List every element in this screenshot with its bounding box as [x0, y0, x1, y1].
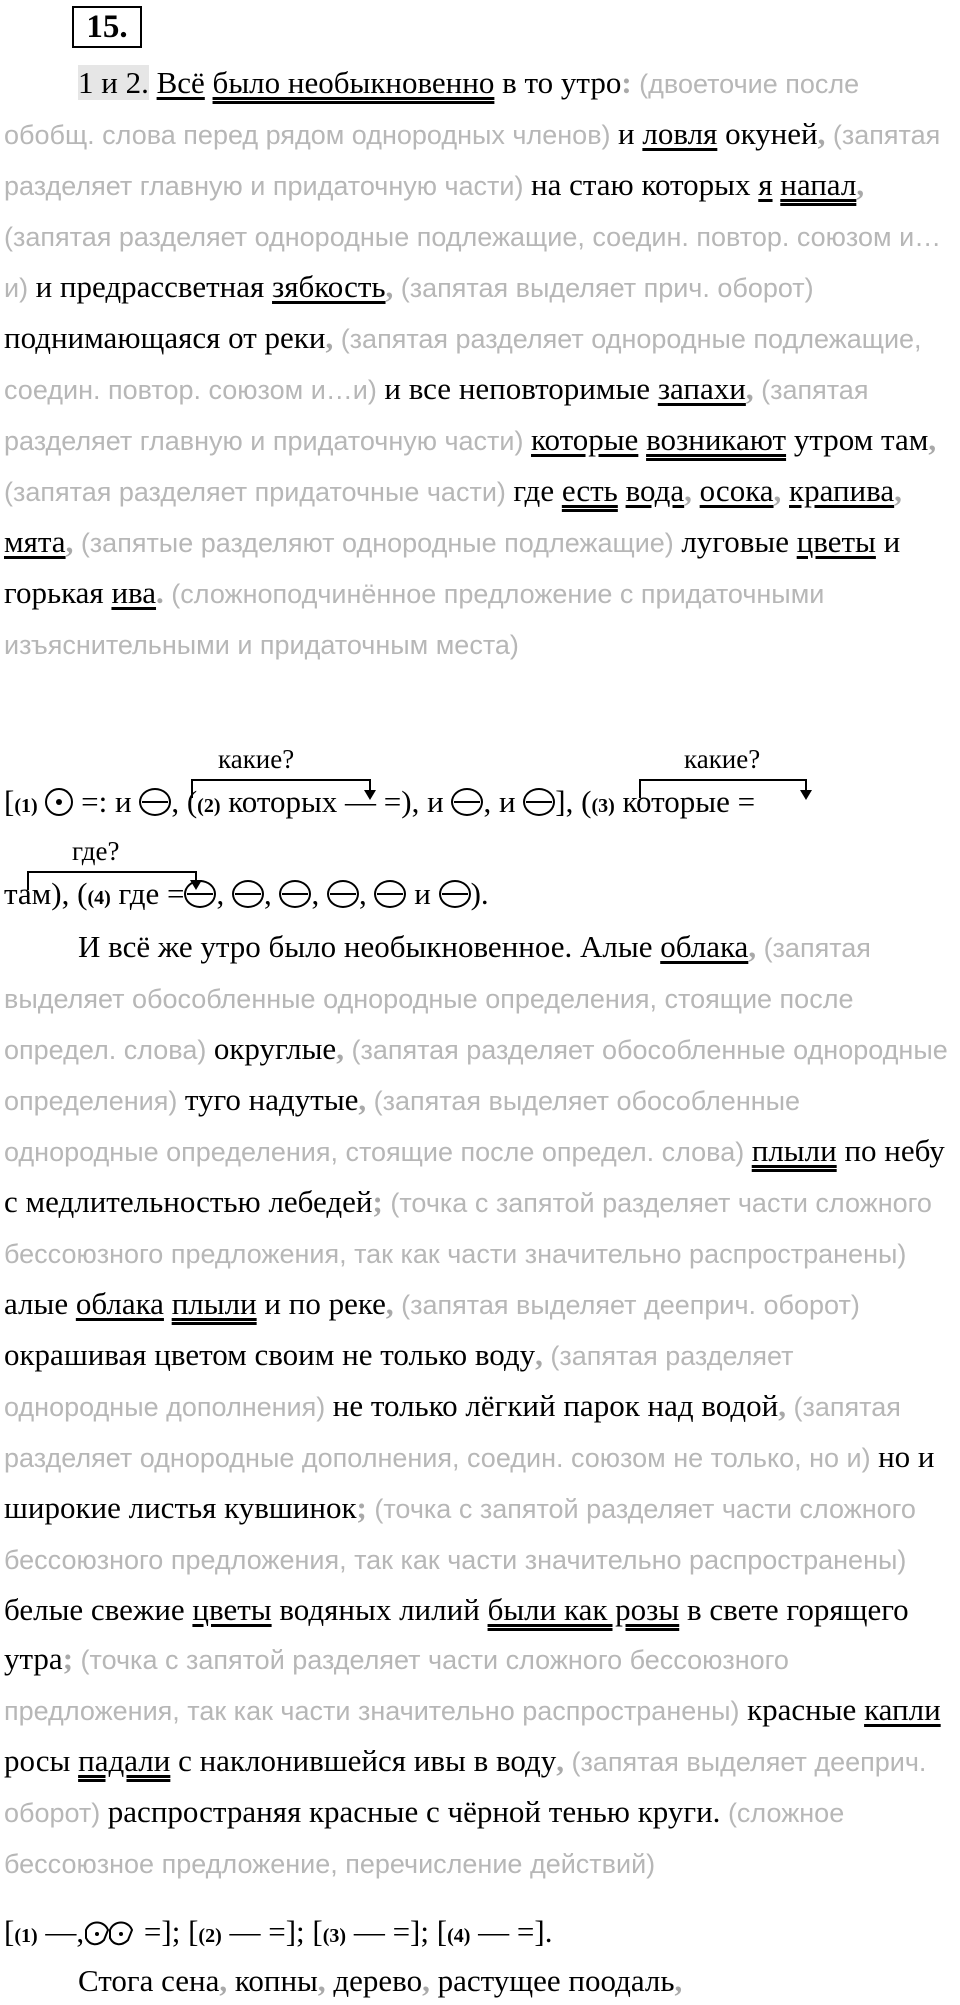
punct-mark: , — [748, 929, 757, 964]
punct-mark: , — [778, 1388, 787, 1423]
comment-text: (двоеточие после обобщ. слова перед рядом однородных членов) — [4, 69, 860, 150]
comment-text: (запятая выделяет прич. оборот) — [393, 273, 814, 303]
oval-icon — [439, 880, 471, 908]
schema-text: которых — =), и — [220, 784, 452, 819]
oval-icon — [523, 788, 555, 816]
plain-text: где — [513, 473, 562, 508]
subject-text: осока — [699, 473, 774, 508]
punct-mark: , — [556, 1743, 565, 1778]
plain-text: в то утро — [494, 65, 622, 100]
plain-text: водяных лилий — [271, 1592, 488, 1627]
predicate-text: плыли — [171, 1286, 257, 1321]
plain-text: поднимающаяся от реки — [4, 320, 326, 355]
comment-text: (запятая выделяет обособленные однородные определения, стоящие после определ. слова) — [4, 1086, 801, 1167]
plain-text: с наклонившейся ивы в воду — [170, 1743, 557, 1778]
plain-text: белые свежие — [4, 1592, 193, 1627]
comment-text: (сложное бессоюзное предложение, перечисление действий) — [4, 1798, 845, 1879]
comment-text: (запятая разделяет однородные дополнения, соедин. союзом не только, но и) — [4, 1392, 901, 1473]
space — [781, 473, 789, 508]
punct-mark: , — [773, 473, 782, 508]
plain-text: Стога сена — [78, 1963, 220, 1998]
part-number: (2) — [197, 795, 221, 817]
comment-text: (точка с запятой разделяет части сложного бессоюзного предложения, так как части значительно распространены) — [4, 1494, 916, 1575]
oval-icon — [327, 880, 359, 908]
plain-text: алые — [4, 1286, 76, 1321]
plain-text: росы — [4, 1743, 79, 1778]
part-number: (1) — [14, 1925, 38, 1947]
punct-mark: , — [928, 422, 937, 457]
plain-text: по небу с медлительностью лебедей — [4, 1133, 945, 1219]
oval-icon — [184, 880, 216, 908]
plain-text: дерево — [325, 1963, 423, 1998]
punct-mark: , — [385, 1286, 394, 1321]
punct-mark: , — [317, 1963, 326, 1998]
punct-mark: ; — [356, 1490, 367, 1525]
schema-text: там), ( — [4, 876, 88, 911]
oval-icon — [232, 880, 264, 908]
punct-mark: , — [385, 269, 394, 304]
punct-mark: , — [219, 1963, 228, 1998]
space — [618, 473, 626, 508]
task-number: 15. — [72, 6, 142, 48]
part-number: (3) — [591, 795, 615, 817]
punct-mark: ; — [372, 1184, 383, 1219]
comment-text: (запятая разделяет главную и придаточную части) — [4, 120, 941, 201]
predicate-text: плыли — [751, 1133, 837, 1168]
schema-text: —, — [37, 1914, 85, 1949]
punct-mark: , — [325, 320, 334, 355]
subject-text: я — [758, 167, 773, 202]
subject-text: ива — [111, 575, 157, 610]
plain-text: окрашивая цветом своим не только воду — [4, 1337, 536, 1372]
question-label: какие? — [218, 744, 295, 774]
space — [164, 1286, 172, 1321]
subject-text: которые — [531, 422, 639, 457]
comment-text: (запятая разделяет придаточные части) — [4, 477, 514, 507]
subject-text: ловля — [642, 116, 718, 151]
schema-text: — =]. — [470, 1914, 553, 1949]
schema-text: , ( — [171, 784, 198, 819]
punct-mark: , — [817, 116, 826, 151]
predicate-text: было необыкновенно — [212, 65, 495, 100]
plain-text: и горькая — [4, 524, 901, 610]
subject-text: капли — [864, 1692, 941, 1727]
plain-text: луговые — [681, 524, 797, 559]
subject-text: облака — [75, 1286, 164, 1321]
oval-icon — [451, 788, 483, 816]
subject-text: крапива — [789, 473, 895, 508]
comment-text: (точка с запятой разделяет части сложного бессоюзного предложения, так как части значительно распространены) — [4, 1188, 932, 1269]
schema-text: ], ( — [555, 784, 592, 819]
comment-text: (запятые разделяют однородные подлежащие) — [73, 528, 682, 558]
schema-text: которые = — [614, 784, 756, 819]
subject-text: Всё — [156, 65, 205, 100]
part-number: (1) — [14, 795, 38, 817]
plain-text: не только лёгкий парок над водой — [332, 1388, 779, 1423]
schema-text: — =]; [ — [346, 1914, 448, 1949]
plain-text: и — [618, 116, 643, 151]
plain-text: копны — [227, 1963, 318, 1998]
comment-text: (запятая разделяет однородные подлежащие, соедин. повтор. союзом и…и) — [4, 324, 922, 405]
space — [692, 473, 700, 508]
schema-text: =: и — [73, 784, 140, 819]
schema-1-line-1: [(1) =: и , ((2) которых — =), и , и ], ((3) которые = — [4, 784, 756, 819]
punct-mark: , — [358, 1082, 367, 1117]
subject-text: цветы — [796, 524, 876, 559]
punct-mark: , — [894, 473, 902, 508]
plain-text: И всё же утро было необыкновенное. Алые — [78, 929, 661, 964]
comment-text: (запятая разделяет однородные подлежащие, соедин. повтор. союзом и…и) — [4, 222, 942, 303]
subject-text: облака — [660, 929, 749, 964]
subject-text: мята — [4, 524, 66, 559]
plain-text: распространяя красные с чёрной тенью круги. — [107, 1794, 721, 1829]
comment-text: (запятая разделяет обособленные однородные определения) — [4, 1035, 948, 1116]
plain-text: окуней — [717, 116, 818, 151]
schema-text: где = — [110, 876, 185, 911]
plain-text: но и широкие листья кувшинок — [4, 1439, 935, 1525]
circle-dot-icon — [45, 788, 73, 816]
space — [638, 422, 646, 457]
comment-text: (запятая выделяет обособленные однородные определения, стоящие после определ. слова) — [4, 933, 871, 1065]
punct-mark: ; — [62, 1641, 74, 1676]
schema-text: [ — [4, 1914, 15, 1949]
predicate-text: напал — [780, 167, 857, 202]
punct-mark: , — [336, 1031, 344, 1066]
paragraph-3 — [4, 1956, 954, 2005]
punct-mark: , — [684, 473, 692, 508]
part-number: (3) — [322, 1925, 347, 1947]
punct-mark: , — [856, 167, 865, 202]
comment-text: (точка с запятой разделяет части сложного бессоюзного предложения, так как части значительно распространены) — [4, 1645, 789, 1726]
schema-2-line — [4, 1914, 552, 1950]
schema-text: , и — [483, 784, 524, 819]
plain-text: растущее поодаль — [429, 1963, 675, 1998]
task-marker: 1 и 2. — [78, 65, 149, 100]
plain-text: в свете горящего утра — [4, 1592, 909, 1676]
subject-text: зябкость — [272, 269, 386, 304]
gerund-icon — [84, 1920, 136, 1948]
punct-mark: , — [65, 524, 74, 559]
punct-mark: . — [156, 575, 164, 610]
question-label: где? — [72, 836, 120, 866]
comment-text: (сложноподчинённое предложение с придаточными изъяснительными и придаточным места) — [4, 579, 825, 660]
subject-text: вода — [625, 473, 685, 508]
subject-text: запахи — [657, 371, 746, 406]
part-number: (4) — [87, 887, 111, 909]
punct-mark: , — [535, 1337, 543, 1372]
comment-text: (запятая разделяет главную и придаточную части) — [4, 375, 869, 456]
plain-text: и предрассветная — [35, 269, 273, 304]
schema-text: ). — [470, 876, 489, 911]
predicate-text: есть — [561, 473, 618, 508]
schema-text: и — [406, 876, 439, 911]
plain-text: туго надутые — [184, 1082, 359, 1117]
plain-text: красные — [747, 1692, 865, 1727]
oval-icon — [374, 880, 406, 908]
schema-1-line-2: там), ((4) где = , , , , и ). — [4, 876, 489, 911]
oval-icon — [279, 880, 311, 908]
plain-text: округлые — [213, 1031, 337, 1066]
comment-text: (запятая разделяет однородные дополнения) — [4, 1341, 794, 1422]
plain-text: на стаю которых — [531, 167, 759, 202]
paragraph-2 — [4, 922, 954, 1889]
punct-mark: , — [674, 1963, 683, 1998]
question-label: какие? — [684, 744, 761, 774]
plain-text: и все неповторимые — [384, 371, 658, 406]
predicate-text: были как розы — [487, 1592, 680, 1627]
schema-text: — =]; [ — [221, 1914, 323, 1949]
plain-text: утром там — [786, 422, 929, 457]
subject-text: цветы — [192, 1592, 272, 1627]
paragraph-1 — [4, 58, 954, 670]
plain-text: и по реке — [256, 1286, 386, 1321]
comment-text: (запятая выделяет дееприч. оборот) — [393, 1290, 860, 1320]
punct-mark: , — [745, 371, 754, 406]
oval-icon — [139, 788, 171, 816]
part-number: (2) — [198, 1925, 222, 1947]
predicate-text: возникают — [646, 422, 787, 457]
punct-mark: : — [621, 65, 632, 100]
part-number: (4) — [447, 1925, 471, 1947]
comment-text: (запятая выделяет дееприч. оборот) — [4, 1747, 927, 1828]
punct-mark: , — [422, 1963, 430, 1998]
schema-text: =]; [ — [136, 1914, 199, 1949]
predicate-text: падали — [78, 1743, 171, 1778]
